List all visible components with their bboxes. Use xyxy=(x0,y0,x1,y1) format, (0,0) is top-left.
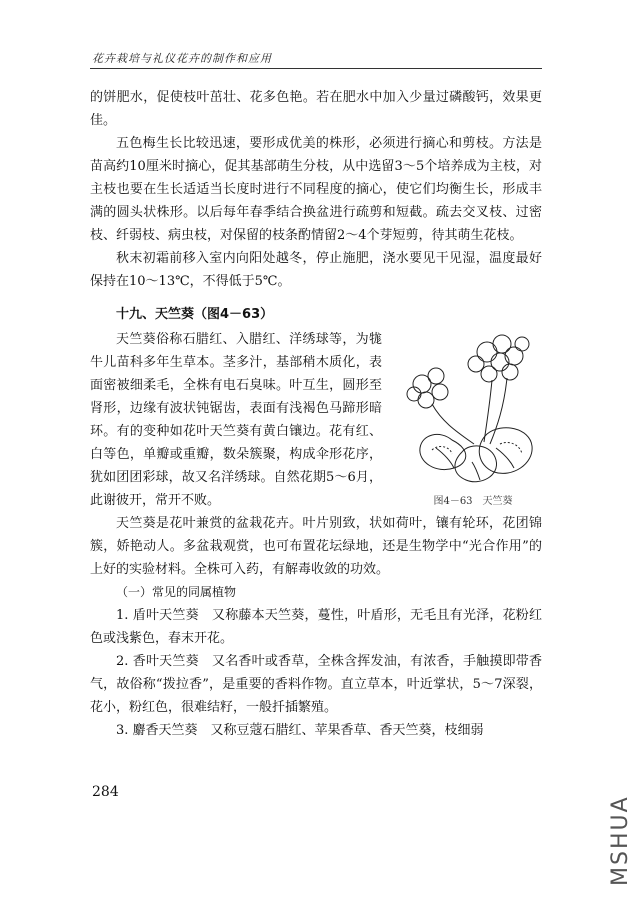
geranium-illustration-icon xyxy=(392,322,542,487)
page-content xyxy=(90,86,542,742)
subsection-title: （一）常见的同属植物 xyxy=(116,585,237,599)
paragraph-continued: 的饼肥水，促使枝叶茁壮、花多色艳。若在肥水中加入少量过磷酸钙，效果更佳。 xyxy=(90,90,542,128)
flower-cluster-top xyxy=(468,335,529,382)
figure-caption: 图4－63 天竺葵 xyxy=(433,496,513,507)
page-number: 284 xyxy=(92,784,119,800)
list-item: 3. 麝香天竺葵 又称豆蔻石腊红、苹果香草、香天竺葵，枝细弱 xyxy=(116,723,484,738)
watermark-text: MSHUA xyxy=(608,795,633,886)
header-rule xyxy=(90,68,542,69)
figure-geranium xyxy=(392,322,542,510)
paragraph-pruning: 五色梅生长比较迅速，要形成优美的株形，必须进行摘心和剪枝。方法是苗高约10厘米时摘心，促其基部萌生分枝，从中选留3～5个培养成为主枝，对主枝也要在生长适适当长度时进行不同程度的摘心，使它们均衡生长，形成丰满的圆头状株形。以后每年春季结合换盆进行疏剪和短截。疏去交叉枝、过密枝、纤弱枝、病虫枝，对保留的枝条酌情留2～4个芽短剪，待其萌生花枝。 xyxy=(90,136,542,243)
list-item: 2. 香叶天竺葵 又名香叶或香草，全株含挥发油，有浓香，手触摸即带香气，故俗称“拨拉香”，是重要的香料作物。直立草本，叶近掌状，5～7深裂，花小，粉红色，很难结籽，一般扦插繁殖。 xyxy=(90,654,542,715)
section-title: 十九、天竺葵（图4－63） xyxy=(116,307,274,322)
paragraph-ornamental: 天竺葵是花叶兼赏的盆栽花卉。叶片别致，状如荷叶，镶有轮环，花团锦簇，娇艳动人。多盆栽观赏，也可布置花坛绿地，还是生物学中“光合作用”的上好的实验材料。全株可入药，有解毒收敛的功效。 xyxy=(90,516,542,577)
list-item: 1. 盾叶天竺葵 又称藤本天竺葵，蔓性，叶盾形，无毛且有光泽，花粉红色或浅紫色，春末开花。 xyxy=(90,608,542,646)
paragraph-overwintering: 秋末初霜前移入室内向阳处越冬，停止施肥，浇水要见干见湿，温度最好保持在10～13℃，不得低于5℃。 xyxy=(90,251,542,289)
flower-cluster-left xyxy=(407,368,448,408)
paragraph-description: 天竺葵俗称石腊红、入腊红、洋绣球等，为牻牛儿苗科多年生草本。茎多汁，基部稍木质化，表面密被细柔毛，全株有电石臭味。叶互生，圆形至肾形，边缘有波状钝锯齿，表面有浅褐色马蹄形暗环。有的变种如花叶天竺葵有黄白镶边。花有红、白等色，单瓣或重瓣，数朵簇聚，构成伞形花序，犹如团团彩球，故又名洋绣球。自然花期5～6月，此谢彼开，常开不败。 xyxy=(90,332,382,508)
watermark xyxy=(586,790,633,890)
running-header: 花卉栽培与礼仪花卉的制作和应用 xyxy=(92,52,272,65)
section-body xyxy=(90,328,542,512)
